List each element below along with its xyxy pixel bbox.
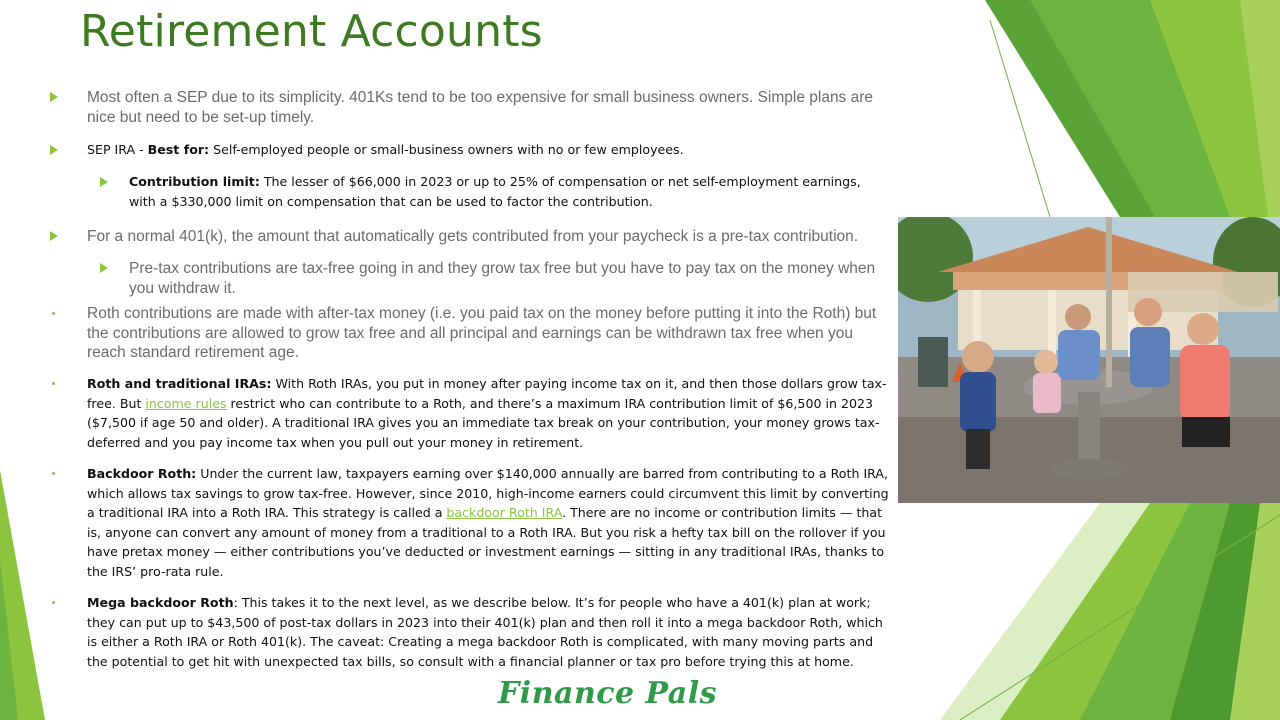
income-rules-link[interactable]: income rules: [145, 395, 227, 411]
dot-bullet-icon: [52, 601, 55, 604]
backdoor-roth-ira-link[interactable]: backdoor Roth IRA: [446, 505, 563, 520]
bullet-item: Mega backdoor Roth: This takes it to the next level, as we describe below. It’s for people who have a 401(k) plan at work; they can put up to $43,500 of post-tax dollars in 2023 into their 401(k) plan and then roll it into a mega backdoor Roth, which is either a Roth IRA or Roth 401(k). The caveat: Creating a mega backdoor Roth is complicated, with many moving parts and the potential to get hit with unexpected tax bills, so consult with a financial planner or tax pro before trying this at home.: [50, 593, 890, 690]
dot-bullet-icon: [52, 312, 55, 315]
arrow-bullet-icon: [50, 145, 58, 155]
bullet-item: Backdoor Roth: Under the current law, taxpayers earning over $140,000 annually are barred from contributing to a Roth IRA, which allows tax savings to grow tax-free. However, since 2010, high-income earners could circumvent this limit by converting a traditional IRA into a Roth IRA. This strategy is called a backdoor Roth IRA. There are no income or contribution limits — that is, anyone can convert any amount of money from a traditional to a Roth IRA. But you risk a hefty tax bill on the rollover if you have pretax money — either contributions you’ve deducted or investment earnings — sitting in any traditional IRAs, thanks to the IRS’ pro-rata rule.: [50, 464, 890, 581]
bullet-item: Roth contributions are made with after-tax money (i.e. you paid tax on the money before putting it into the Roth) but the contributions are allowed to grow tax free and all principal and earnings can be withdrawn tax free when you reach standard retirement age.: [50, 304, 890, 362]
dot-bullet-icon: [52, 382, 55, 385]
arrow-bullet-icon: [100, 263, 108, 273]
bullet-item: Pre-tax contributions are tax-free going in and they grow tax free but you have to pay tax on the money when you withdraw it.: [100, 259, 890, 298]
dot-bullet-icon: [52, 472, 55, 475]
bullet-item: Roth and traditional IRAs: With Roth IRAs, you put in money after paying income tax on it, and then those dollars grow tax-free. But income rules restrict who can contribute to a Roth, and there’s a maximum IRA contribution limit of $6,500 in 2023 ($7,500 if age 50 and older). A traditional IRA gives you an immediate tax break on your contribution, your money grows tax-deferred and you pay income tax when you pull out your money in retirement.: [50, 374, 890, 452]
arrow-bullet-icon: [50, 231, 58, 241]
bullet-list: [50, 88, 890, 690]
bullet-item: For a normal 401(k), the amount that automatically gets contributed from your paycheck is a pre-tax contribution.: [50, 227, 890, 247]
arrow-bullet-icon: [50, 92, 58, 102]
family-photo: [898, 217, 1280, 503]
bullet-item: SEP IRA - Best for: Self-employed people or small-business owners with no or few employees.: [50, 140, 890, 160]
slide-title: Retirement Accounts: [80, 6, 543, 57]
bullet-item: Most often a SEP due to its simplicity. 401Ks tend to be too expensive for small business owners. Simple plans are nice but need to be set-up timely.: [50, 88, 890, 128]
bullet-item: Contribution limit: The lesser of $66,000 in 2023 or up to 25% of compensation or net self-employment earnings, with a $330,000 limit on compensation that can be used to factor the contribution.: [100, 172, 890, 211]
arrow-bullet-icon: [100, 177, 108, 187]
finance-pals-logo: Finance Pals: [498, 676, 718, 711]
